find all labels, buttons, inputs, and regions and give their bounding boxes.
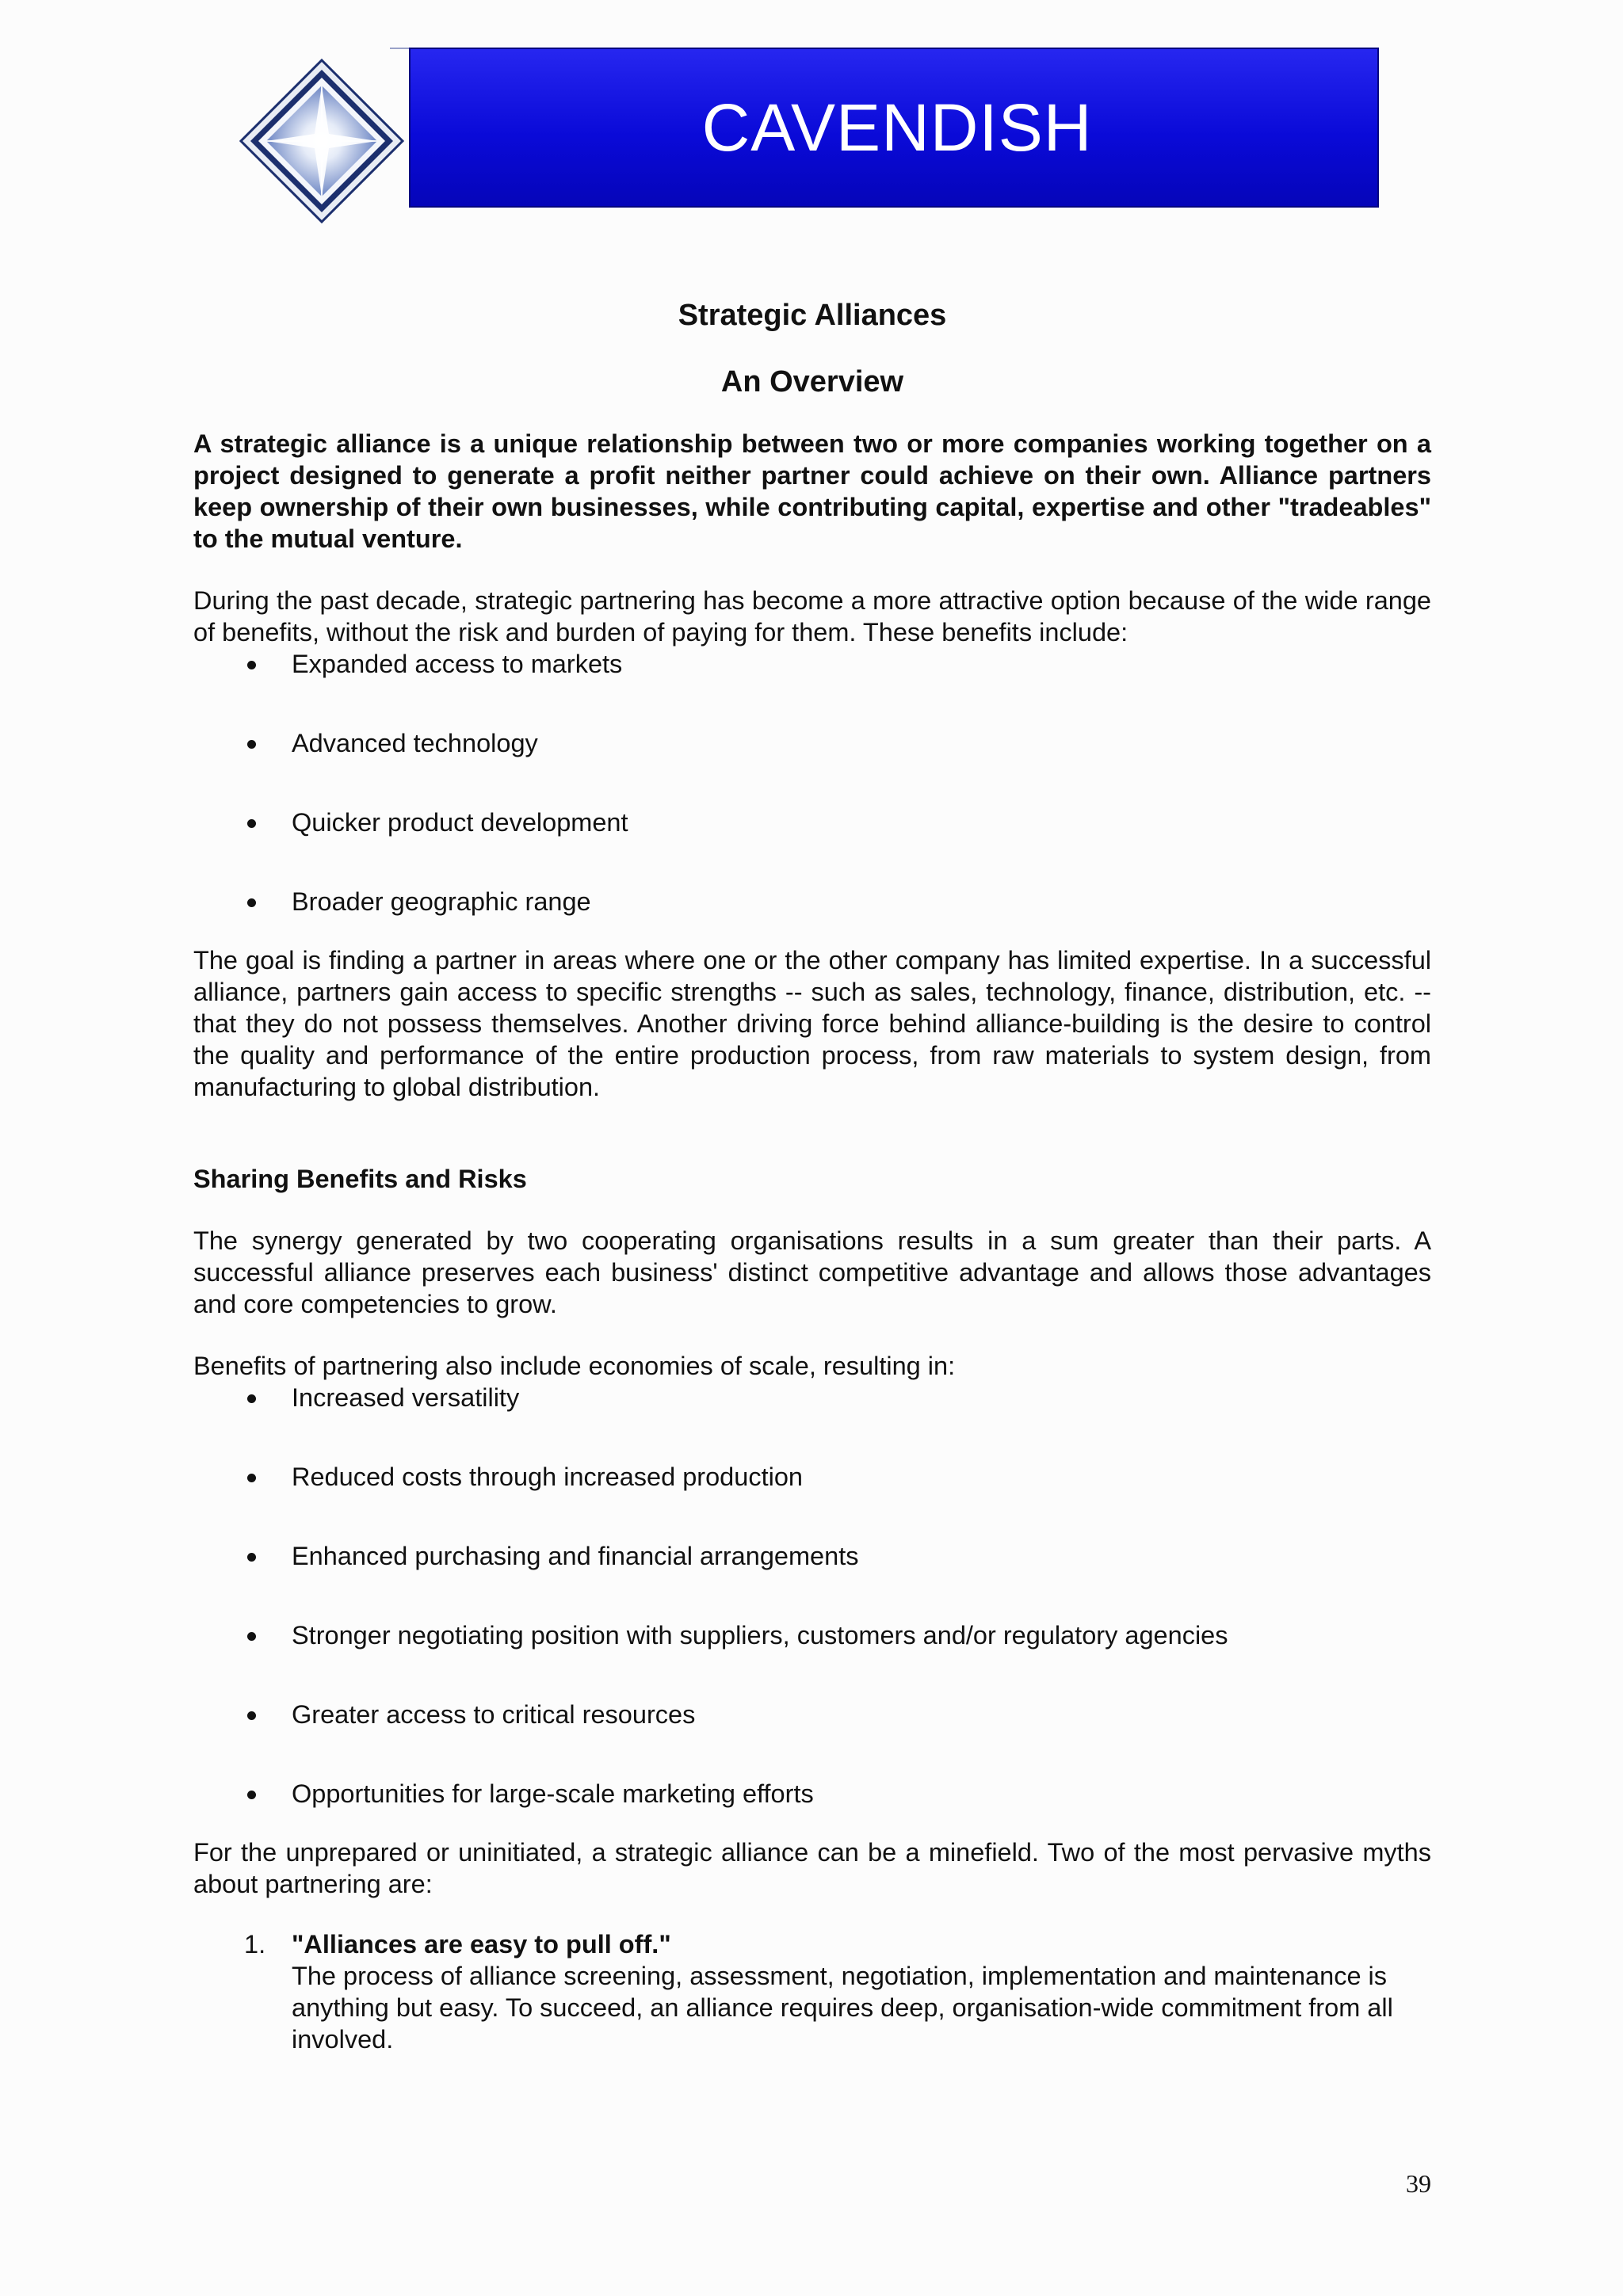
list-item: Broader geographic range	[193, 886, 1431, 917]
bullet-icon	[247, 740, 256, 749]
list-item: Expanded access to markets	[193, 648, 1431, 680]
bullet-icon	[247, 819, 256, 828]
list-number: 1.	[244, 1930, 266, 1958]
intro-paragraph: A strategic alliance is a unique relationship between two or more companies working together on a project designed to generate a profit neither partner could achieve on their own. Alliance partners keep ownership of their own businesses, while contributing capital, expertise and other "tradeables" to the mutual venture.	[193, 429, 1431, 553]
list-item: Advanced technology	[193, 727, 1431, 759]
benefits-list	[193, 648, 1431, 917]
list-item: Reduced costs through increased production	[193, 1461, 1431, 1493]
myth-title: "Alliances are easy to pull off."	[292, 1930, 671, 1958]
synergy-paragraph: The synergy generated by two cooperating organisations results in a sum greater than their parts. A successful alliance preserves each business' distinct competitive advantage and allows those advantages and core competencies to grow.	[193, 1226, 1431, 1318]
document-body	[193, 296, 1431, 2055]
scale-benefits-list	[193, 1382, 1431, 1810]
diamond-star-logo-icon	[239, 59, 404, 223]
list-item: Stronger negotiating position with suppliers, customers and/or regulatory agencies	[193, 1619, 1431, 1651]
company-name: CAVENDISH	[701, 90, 1093, 165]
list-item: Opportunities for large-scale marketing efforts	[193, 1778, 1431, 1810]
myths-list	[193, 1928, 1431, 2055]
bullet-icon	[247, 1394, 256, 1403]
economies-paragraph: Benefits of partnering also include economies of scale, resulting in:	[193, 1352, 956, 1380]
document-title: Strategic Alliances	[678, 299, 947, 332]
list-item	[193, 1928, 1431, 2055]
bullet-icon	[247, 898, 256, 907]
myth-text: The process of alliance screening, assessment, negotiation, implementation and maintenance is anything but easy. To succeed, an alliance requires deep, organisation-wide commitment from all involved.	[292, 1962, 1393, 2054]
benefits-intro-paragraph: During the past decade, strategic partnering has become a more attractive option because of the wide range of benefits, without the risk and burden of paying for them. These benefits include:	[193, 586, 1431, 646]
bullet-icon	[247, 661, 256, 669]
bullet-icon	[247, 1632, 256, 1641]
list-item: Quicker product development	[193, 807, 1431, 838]
company-banner	[409, 48, 1379, 208]
bullet-icon	[247, 1553, 256, 1562]
list-item: Increased versatility	[193, 1382, 1431, 1413]
myths-intro-paragraph: For the unprepared or uninitiated, a strategic alliance can be a minefield. Two of the most pervasive myths about partnering are:	[193, 1838, 1431, 1898]
list-item: Enhanced purchasing and financial arrangements	[193, 1540, 1431, 1572]
bullet-icon	[247, 1791, 256, 1799]
list-item: Greater access to critical resources	[193, 1699, 1431, 1730]
section-heading: Sharing Benefits and Risks	[193, 1165, 527, 1193]
bullet-icon	[247, 1711, 256, 1720]
document-subtitle: An Overview	[720, 365, 904, 399]
page-number: 39	[1406, 2169, 1431, 2198]
bullet-icon	[247, 1474, 256, 1482]
goal-paragraph: The goal is finding a partner in areas where one or the other company has limited expertise. In a successful alliance, partners gain access to specific strengths -- such as sales, technology, finance, distribution, etc. -- that they do not possess themselves. Another driving force behind alliance-building is the desire to control the quality and performance of the entire production process, from raw materials to system design, from manufacturing to global distribution.	[193, 946, 1431, 1101]
